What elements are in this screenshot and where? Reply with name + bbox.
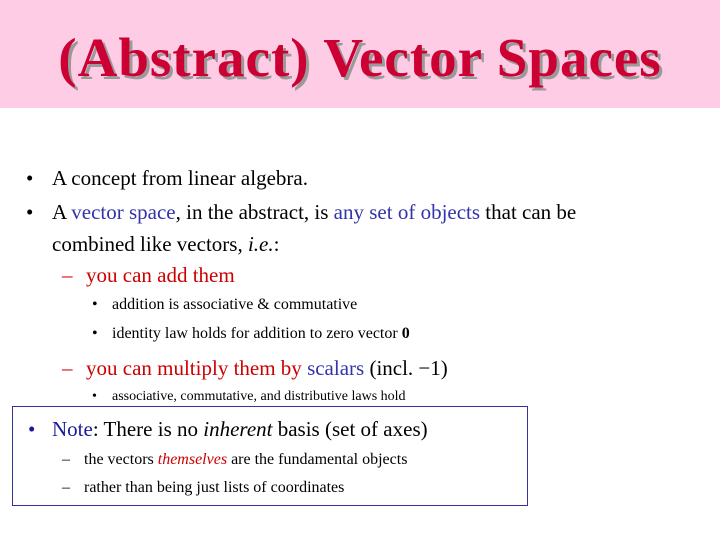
bullet-glyph: • [92, 296, 98, 313]
dash-glyph: – [62, 479, 70, 496]
sub-bullet-multiply [86, 356, 448, 380]
bullet-glyph: • [92, 325, 98, 342]
sub-item-laws: associative, commutative, and distributive laws hold [112, 389, 406, 404]
zero-vector-symbol: 0 [401, 325, 410, 342]
sub-item-identity [112, 324, 410, 344]
dash-glyph: – [62, 451, 70, 468]
text-fragment: that can be [480, 200, 577, 224]
text-fragment-italic: themselves [157, 451, 228, 468]
sub-item-associative: addition is associative & commutative [112, 296, 358, 313]
bullet-glyph: • [26, 166, 34, 190]
text-fragment: are the fundamental objects [227, 451, 408, 468]
text-fragment: you can multiply them by [86, 356, 308, 380]
note-heading [52, 417, 428, 441]
text-fragment: (incl. −1) [364, 356, 448, 380]
dash-glyph: – [62, 263, 73, 287]
sub-bullet-add: you can add them [86, 263, 235, 287]
note-item-coordinates: rather than being just lists of coordinates [84, 479, 345, 496]
text-fragment: identity law holds for addition to zero vector [112, 325, 402, 342]
text-fragment: combined like vectors, [52, 232, 248, 256]
slide-title: (Abstract) Vector Spaces [58, 27, 662, 88]
text-fragment: basis (set of axes) [272, 417, 428, 441]
term-any-set: any set of objects [333, 200, 481, 224]
dash-glyph: – [62, 356, 73, 380]
term-scalars: scalars [307, 356, 365, 380]
text-fragment: , in the abstract, is [175, 200, 334, 224]
text-fragment-italic: i.e. [247, 232, 274, 256]
bullet-2-line-2 [52, 232, 279, 256]
bullet-2-line-1 [52, 200, 576, 224]
text-fragment: : [273, 232, 280, 256]
bullet-glyph: • [26, 200, 34, 224]
bullet-1-text: A concept from linear algebra. [52, 166, 308, 190]
bullet-glyph: • [28, 417, 36, 441]
text-fragment: : There is no [92, 417, 204, 441]
term-vector-space: vector space [71, 200, 176, 224]
text-fragment: A [52, 200, 72, 224]
note-item-themselves [84, 450, 407, 470]
text-fragment: the vectors [84, 451, 158, 468]
bullet-glyph: • [92, 389, 97, 404]
note-label: Note [52, 417, 93, 441]
text-fragment-italic: inherent [203, 417, 273, 441]
